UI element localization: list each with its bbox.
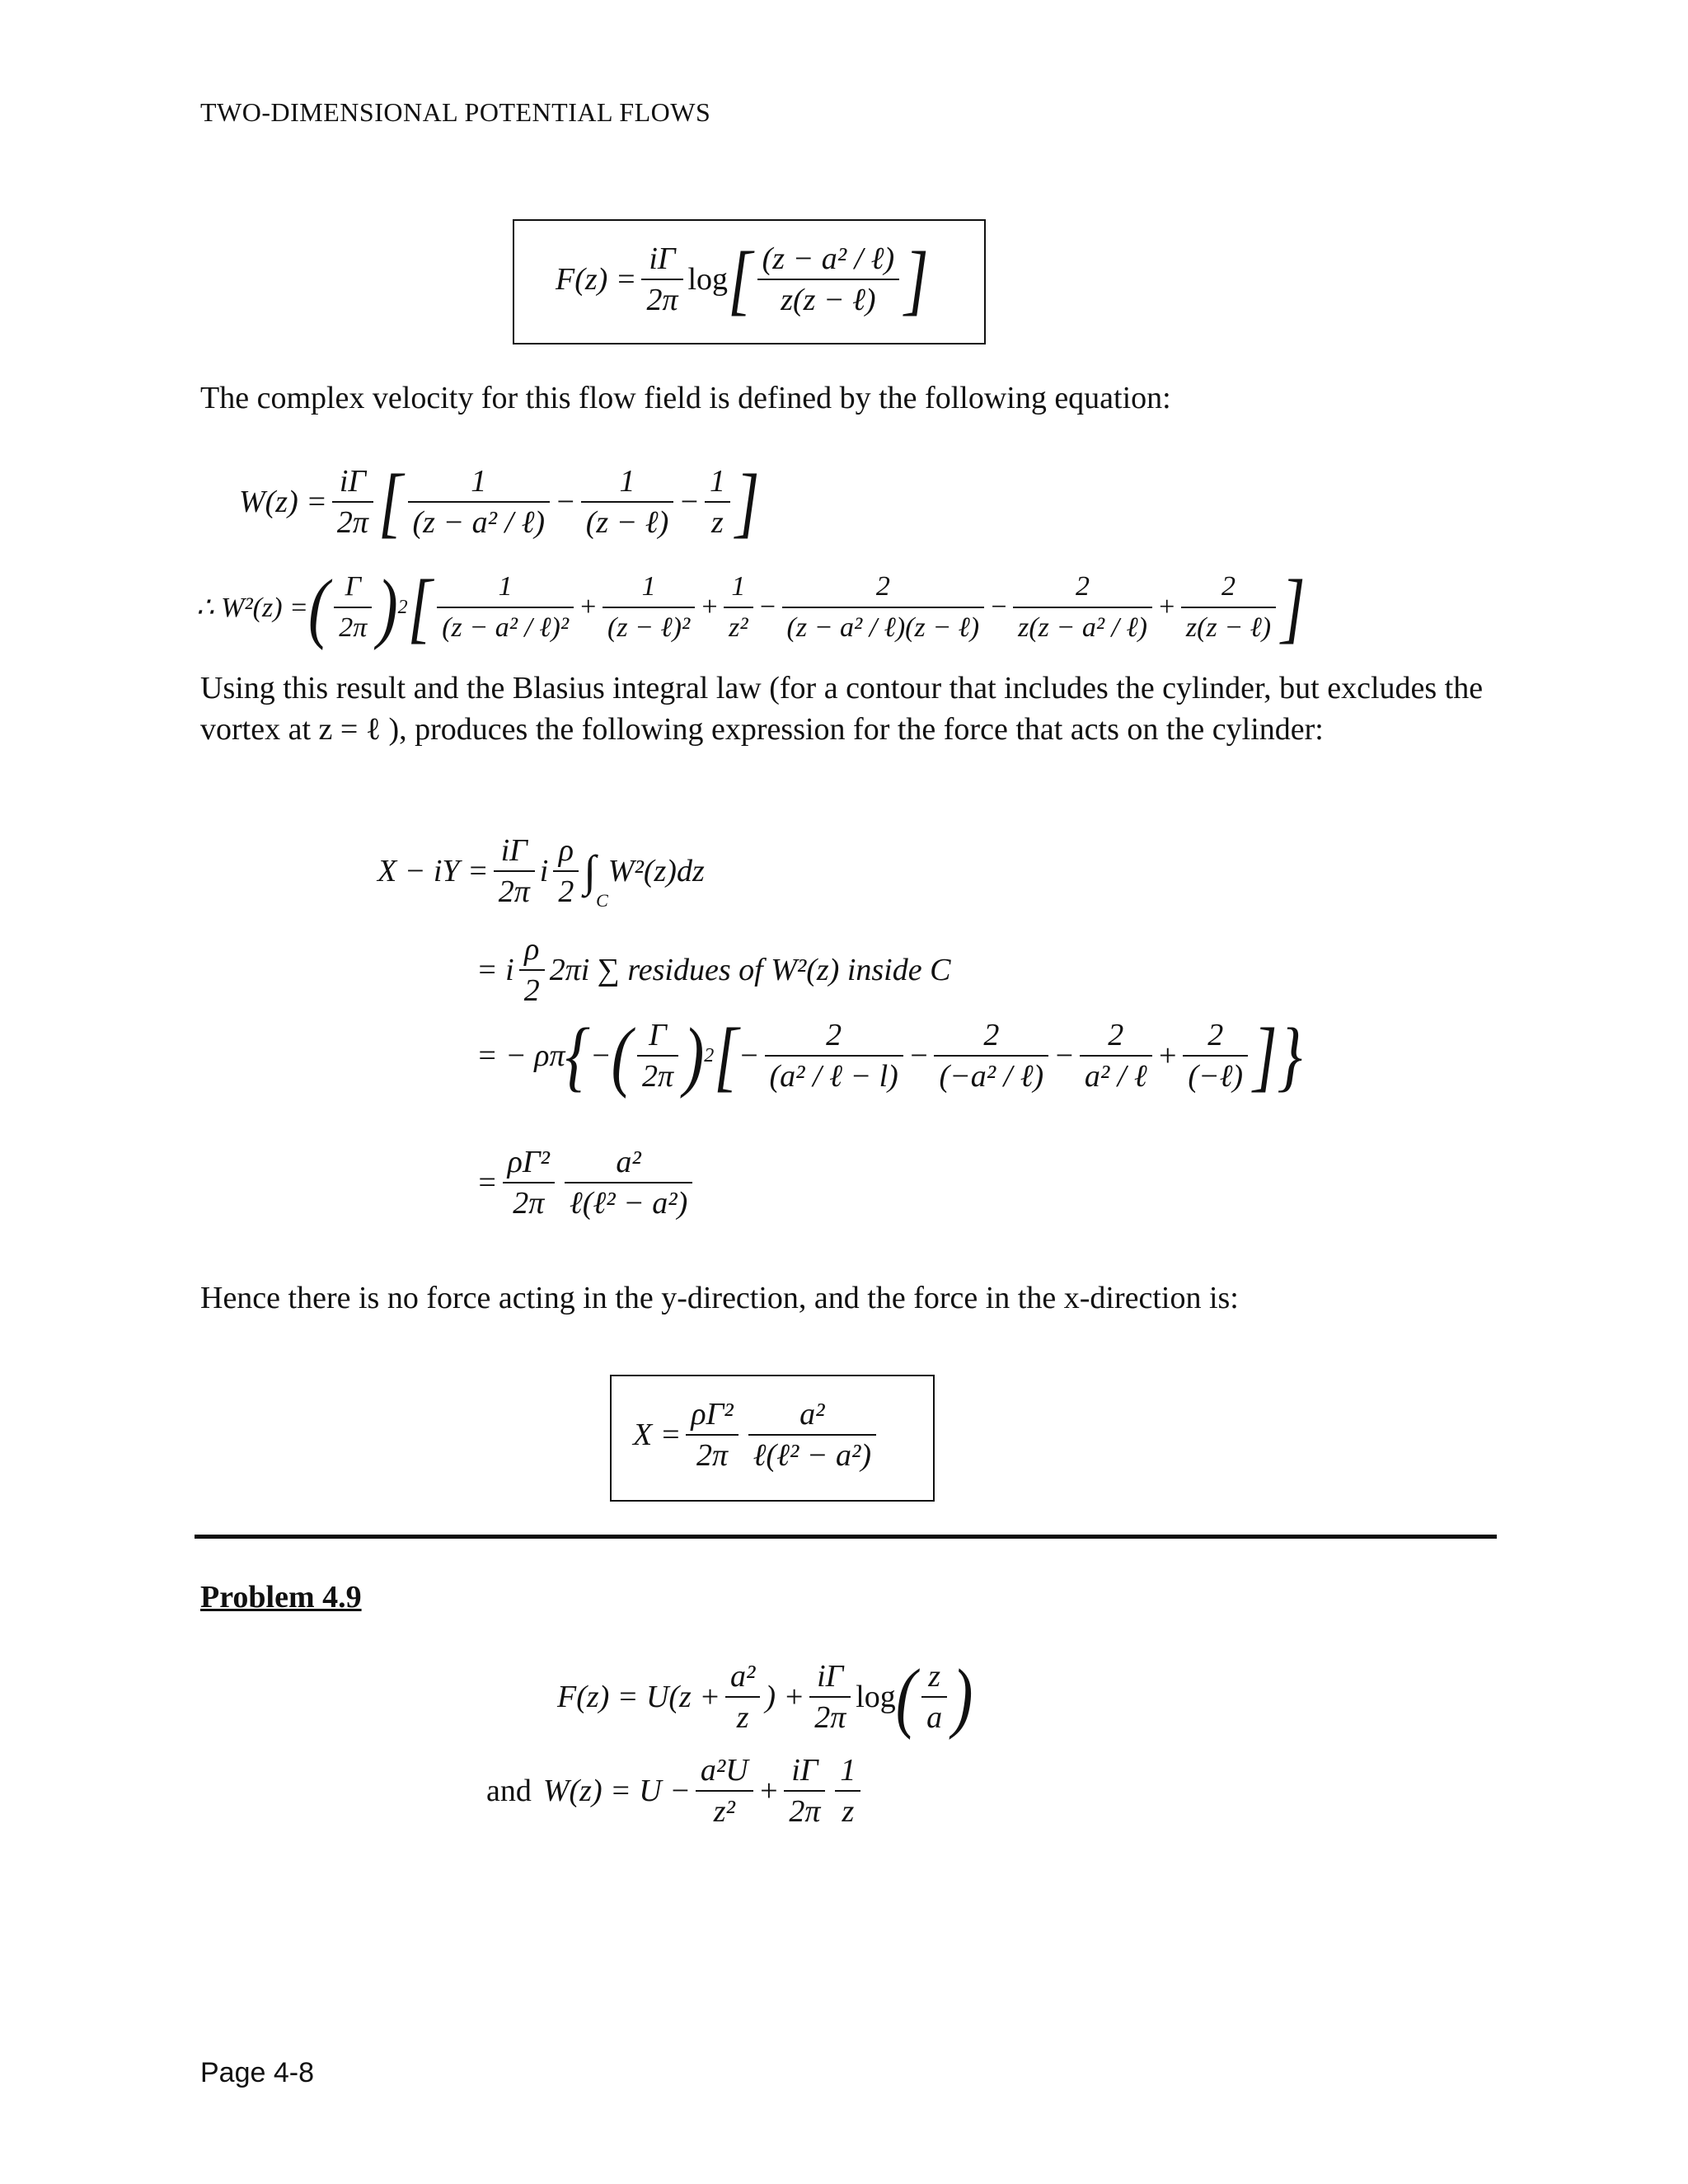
eq-lhs: = − ρπ bbox=[476, 1038, 565, 1073]
running-header: TWO-DIMENSIONAL POTENTIAL FLOWS bbox=[200, 97, 711, 127]
term-3: $\frac{2}{\text{a² / ℓ}}$ bbox=[1080, 1015, 1152, 1096]
bracket-left: [ bbox=[714, 1012, 738, 1099]
term-1: $\frac{1}{\text{(z − a² / ℓ)}}$ bbox=[408, 462, 551, 542]
fraction-1: $\frac{\text{a²U}}{\text{z²}}$ bbox=[696, 1750, 753, 1831]
paren-left: ( bbox=[611, 1012, 632, 1099]
coef-fraction-1: $\frac{i\Gamma}{2\pi}$ bbox=[494, 831, 535, 912]
minus-sign: − bbox=[907, 1038, 930, 1073]
bracket-left: [ bbox=[407, 564, 433, 651]
bracket-right: ] bbox=[904, 236, 929, 323]
problem-velocity-equation bbox=[486, 1750, 865, 1831]
minus-sign: − bbox=[555, 485, 576, 519]
eq-lhs: F(z) = U(z + bbox=[557, 1680, 720, 1714]
section-divider bbox=[195, 1535, 1497, 1539]
paren-right: ) bbox=[682, 1012, 705, 1099]
plus-sign: + bbox=[757, 1774, 780, 1808]
eq-lhs: ∴ W²(z) = bbox=[196, 593, 308, 623]
plus-sign: + bbox=[579, 592, 598, 622]
term-5: $\frac{2}{\text{z(z − a² / ℓ)}}$ bbox=[1013, 567, 1152, 648]
paren-right: ) bbox=[952, 1653, 973, 1741]
term-6: $\frac{2}{\text{z(z − ℓ)}}$ bbox=[1181, 567, 1276, 648]
log-operator: log bbox=[856, 1680, 896, 1714]
coef-fraction: $\frac{i\Gamma}{2\pi}$ bbox=[641, 239, 682, 320]
coef-fraction-2: $\frac{\text{a²}}{\text{ℓ(ℓ² − a²)}}$ bbox=[565, 1142, 692, 1223]
log-operator: log bbox=[687, 262, 729, 297]
coef-fraction: $\frac{\rho}{2}$ bbox=[519, 930, 545, 1010]
eq-lhs: = i bbox=[476, 953, 514, 987]
plus-sign: + bbox=[1156, 1038, 1179, 1073]
paragraph-complex-velocity: The complex velocity for this flow field is defined by the following equation: bbox=[200, 381, 1171, 415]
eq-lhs: = bbox=[476, 1165, 498, 1200]
bracket-right: ] bbox=[734, 458, 760, 546]
bracket-left: [ bbox=[728, 236, 753, 323]
coef-fraction: $\frac{\Gamma}{2\pi}$ bbox=[334, 567, 372, 648]
force-line-3 bbox=[476, 1012, 1303, 1099]
force-line-4 bbox=[476, 1142, 697, 1223]
term-4: $\frac{2}{\text{(−ℓ)}}$ bbox=[1183, 1015, 1248, 1096]
and-word: and bbox=[486, 1774, 532, 1808]
velocity-equation bbox=[239, 458, 760, 546]
plus-sign: + bbox=[700, 592, 720, 622]
close-paren-plus: ) + bbox=[765, 1680, 805, 1714]
bracket-right: ] bbox=[1281, 564, 1306, 651]
brace-left: { bbox=[565, 1012, 590, 1099]
eq-lhs: W(z) = bbox=[239, 485, 327, 519]
paragraph-blasius: Using this result and the Blasius integral law (for a contour that includes the cylinder, but excludes the vortex at z = ℓ ), produces the following expression for the force that acts on the cylinder: bbox=[200, 671, 1484, 747]
problem-heading: Problem 4.9 bbox=[200, 1580, 362, 1615]
coef-fraction-2: $\frac{\rho}{2}$ bbox=[553, 831, 579, 912]
minus-sign: − bbox=[1053, 1038, 1075, 1073]
minus-sign: − bbox=[738, 1038, 760, 1073]
fraction-3: $\frac{1}{z}$ bbox=[835, 1750, 860, 1831]
potential-equation bbox=[556, 236, 929, 323]
force-line-1 bbox=[377, 831, 705, 912]
eq-lhs: X = bbox=[633, 1418, 682, 1452]
contour-subscript: C bbox=[596, 890, 608, 911]
force-line-2 bbox=[476, 930, 950, 1010]
paren-left: ( bbox=[307, 564, 330, 651]
result-equation-box bbox=[610, 1375, 935, 1502]
fraction-2: $\frac{i\Gamma}{2\pi}$ bbox=[809, 1657, 851, 1737]
term-1: $\frac{1}{\text{(z − a² / ℓ)²}}$ bbox=[437, 567, 574, 648]
fraction-3: $\frac{z}{a}$ bbox=[921, 1657, 947, 1737]
plus-sign: + bbox=[1156, 592, 1176, 622]
eq-lhs: F(z) = bbox=[556, 262, 637, 297]
problem-potential-equation bbox=[557, 1653, 973, 1741]
term-2: $\frac{1}{\text{(z − ℓ)²}}$ bbox=[603, 567, 695, 648]
paren-left: ( bbox=[895, 1653, 917, 1741]
coef-fraction-2: $\frac{\text{a²}}{\text{ℓ(ℓ² − a²)}}$ bbox=[748, 1394, 876, 1475]
velocity-squared-equation bbox=[196, 564, 1306, 651]
paragraph-force-direction: Hence there is no force acting in the y-direction, and the force in the x-direction is: bbox=[200, 1281, 1239, 1315]
eq-lhs: X − iY = bbox=[377, 854, 489, 888]
paren-right: ) bbox=[377, 564, 398, 651]
coef-fraction: $\frac{i\Gamma}{2\pi}$ bbox=[332, 462, 373, 542]
integral-sign: ∫ bbox=[584, 846, 597, 896]
bracket-left: [ bbox=[377, 458, 403, 546]
minus-sign: − bbox=[989, 592, 1009, 622]
fraction-1: $\frac{\text{a²}}{z}$ bbox=[725, 1657, 760, 1737]
term-4: $\frac{2}{\text{(z − a² / ℓ)(z − ℓ)}}$ bbox=[782, 567, 985, 648]
minus-sign: − bbox=[589, 1038, 612, 1073]
integrand: W²(z)dz bbox=[607, 854, 705, 888]
fraction-2: $\frac{i\Gamma}{2\pi}$ bbox=[784, 1750, 825, 1831]
term-2: $\frac{2}{\text{(−a² / ℓ)}}$ bbox=[934, 1015, 1048, 1096]
brace-right: } bbox=[1277, 1012, 1303, 1099]
eq-lhs: W(z) = U − bbox=[542, 1774, 691, 1808]
term-2: $\frac{1}{\text{(z − ℓ)}}$ bbox=[581, 462, 674, 542]
exponent-2: 2 bbox=[397, 596, 408, 618]
exponent-2: 2 bbox=[704, 1044, 715, 1066]
coef-fraction-1: $\frac{\text{ρΓ²}}{2\pi}$ bbox=[686, 1394, 738, 1475]
coef-fraction-1: $\frac{\text{ρΓ²}}{2\pi}$ bbox=[503, 1142, 555, 1223]
arg-fraction: $\frac{\text{(z − a² / ℓ)}}{\text{z(z − ℓ)}}$ bbox=[757, 239, 900, 320]
minus-sign: − bbox=[757, 592, 777, 622]
term-1: $\frac{2}{\text{(a² / ℓ − l)}}$ bbox=[765, 1015, 903, 1096]
term-3: $\frac{1}{z}$ bbox=[705, 462, 730, 542]
imaginary-unit: i bbox=[539, 854, 549, 888]
minus-sign: − bbox=[678, 485, 700, 519]
potential-equation-box bbox=[513, 219, 986, 344]
page-number: Page 4-8 bbox=[200, 2057, 314, 2088]
result-equation bbox=[633, 1394, 881, 1475]
coef-fraction: $\frac{\Gamma}{2\pi}$ bbox=[637, 1015, 678, 1096]
term-3: $\frac{1}{\text{z²}}$ bbox=[724, 567, 753, 648]
residue-expression: 2πi ∑ residues of W²(z) inside C bbox=[549, 953, 951, 987]
bracket-right: ] bbox=[1253, 1012, 1278, 1099]
